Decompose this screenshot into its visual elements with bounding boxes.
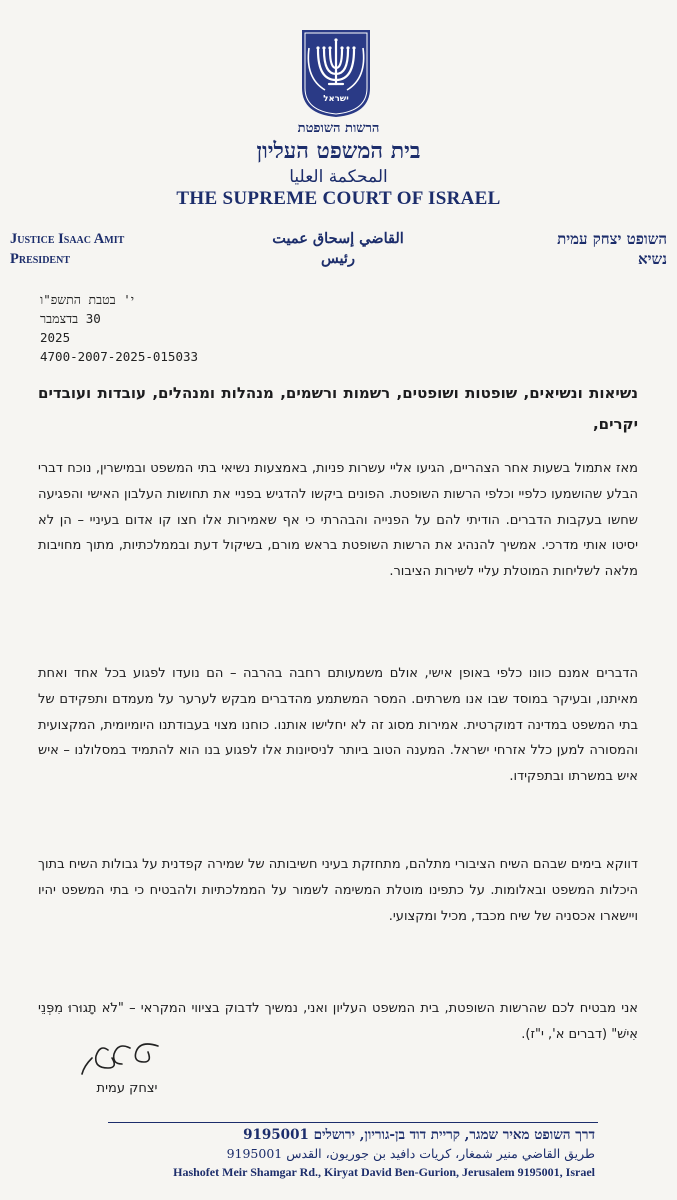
court-title-hebrew: בית המשפט העליון [256,138,421,164]
justice-arabic-block [220,229,456,269]
letter-greeting: נשיאות ונשיאים, שופטות ושופטים, רשמות ורשמים, מנהלות ומנהלים, עובדות ועובדים יקרים, [38,384,638,433]
emblem-label: ישראל [323,94,349,104]
signature-name: יצחק עמית [96,1081,158,1096]
handwritten-signature [78,1038,164,1078]
letter-year: 2025 [40,330,71,345]
footer-address-english: Hashofet Meir Shamgar Rd., Kiryat David Ben-Gurion, Jerusalem 9195001, Israel [173,1165,595,1179]
justice-arabic-name: القاضي إسحاق عميت [272,230,404,247]
justice-hebrew-name: השופט יצחק עמית [557,230,667,248]
footer-address-arabic: طريق القاضي منير شمغار، كريات دافيد بن جوريون، القدس 9195001 [226,1146,595,1161]
court-title-arabic: المحكمة العليا [289,167,388,187]
footer-divider [108,1122,598,1123]
justice-arabic-role: رئيس [321,250,355,267]
letter-meta [40,290,198,366]
justice-english-name: Justice Isaac Amit [10,231,125,247]
footer-address-hebrew: דרך השופט מאיר שמגר, קריית דוד בן-גוריון, ירושלים 9195001 [243,1127,595,1143]
gregorian-date: 30 בדצמבר [40,311,101,326]
justice-hebrew-role: נשיא [637,250,667,268]
letter-paragraph: אני מבטיח לכם שהרשות השופטת, בית המשפט העליון ואני, נמשיך לדבוק בציווי המקראי – "לֹא תָגוּרוּ מִפְּנֵי אִישׁ" (דברים א', י"ז). [38,1001,638,1042]
justice-english-block [10,229,124,269]
court-title-english: THE SUPREME COURT OF ISRAEL [176,188,501,209]
justice-hebrew-block [557,229,667,269]
hebrew-date: י' בטבת התשפ"ו [40,292,135,307]
letter-paragraph: הדברים אמנם כוונו כלפי באופן אישי, אולם משמעותם רחבה בהרבה – הם נועדו לפגוע בכל אחד ואחת מאיתנו, ובעיקר במוסד שבו אנו משרתים. המסר המשתמע מהדברים מבקש לערער על מעמדם ותפקידם של בתי המשפט במדינה דמוקרטית. אמירות מסוג זה לא יחלישו אותנו. כוחנו מצוי בעבודתנו היומיומית, המקצועית והמסורה למען כלל אזרחי ישראל. המענה הטוב ביותר לניסיונות אלו לפגוע בנו הוא להתמיד במסלולנו – איש איש במשרתו ובתפקידו. [38,666,638,785]
justice-english-role: President [10,251,70,267]
letter-paragraph: מאז אתמול בשעות אחר הצהריים, הגיעו אליי עשרות פניות, באמצעות נשיאי בתי המשפט ובמישרין, נוכח דברי הבלע שהושמעו כלפיי וכלפי הרשות השופטת. הפונים ביקשו להדגיש בפניי את תחושות העלבון האישי והפגיעה שחשו בעקבות הדברים. הודיתי להם על הפנייה והבהרתי כי אף שאמירות אלו חצו קו אדום בעיניי – הן לא יסיטו אותי מדרכי. אמשיך להנהיג את הרשות השופטת בראש מורם, בשיקול דעת ובממלכתיות, מתוך מחויבות מלאה לשליחות המוטלת עליי לשירות הציבור. [38,461,638,580]
letter-paragraph: דווקא בימים שבהם השיח הציבורי מתלהם, מתחזקת בעיני חשיבותה של שמירה קפדנית על גבולות השיח בתוך היכלות המשפט ובאלומות. על כתפינו מוטלת המשימה לשמור על הממלכתיות ולהבטיח כי בתי המשפט יהיו ויישארו אכסניה של שיח מכבד, מכיל ומקצועי. [38,857,638,924]
menorah-emblem-icon [299,28,373,118]
reference-number: 4700-2007-2025-015033 [40,349,199,364]
authority-subtitle: הרשות השופטת [297,121,380,136]
